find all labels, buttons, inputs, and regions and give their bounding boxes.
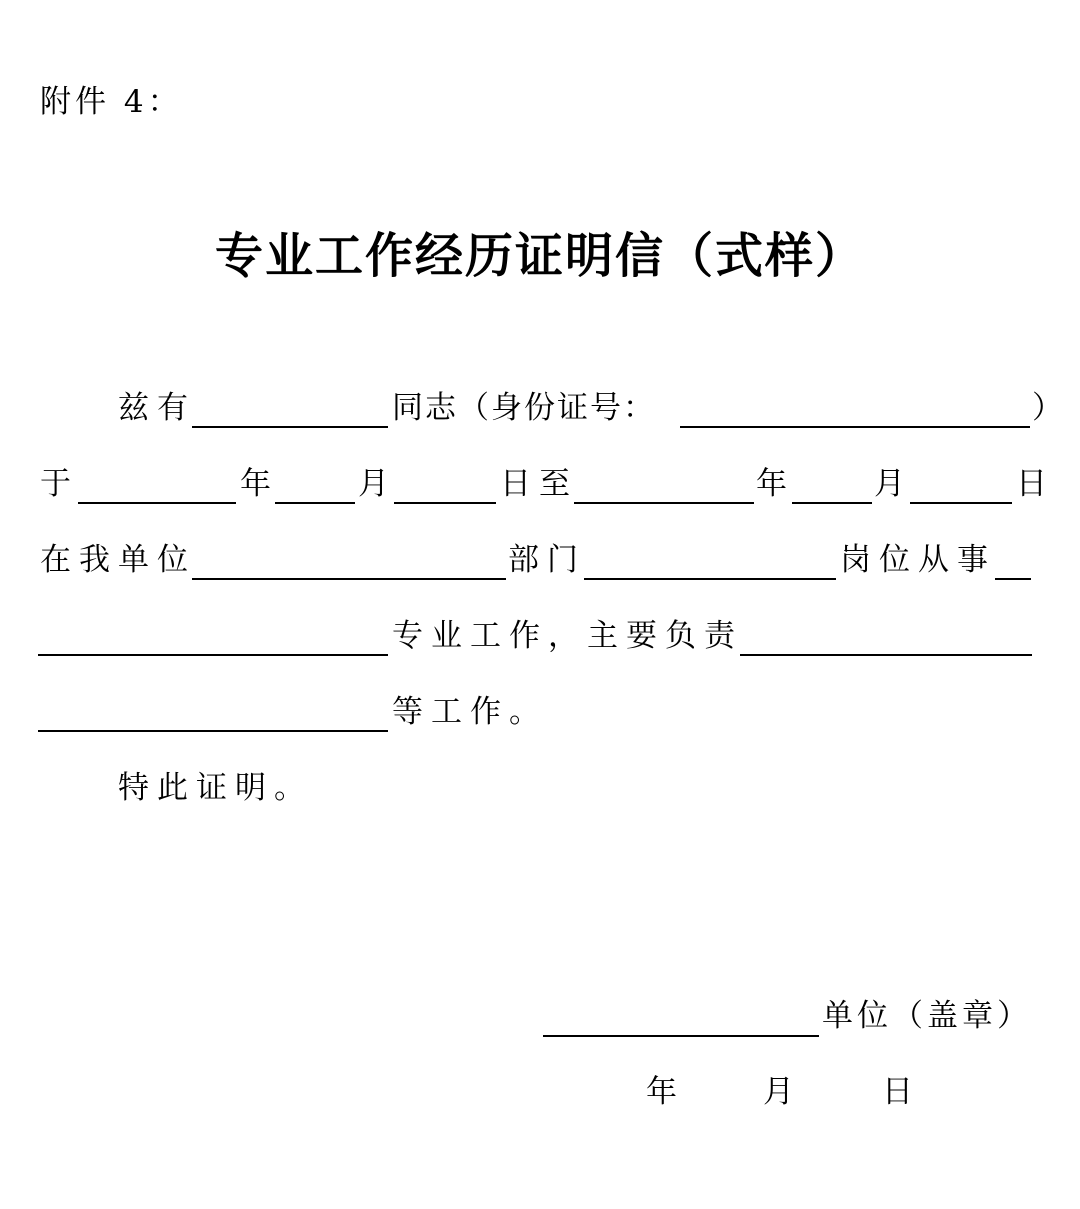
blank-start-year[interactable]: [78, 502, 236, 504]
blank-unit-seal[interactable]: [543, 1035, 819, 1037]
blank-department[interactable]: [584, 578, 836, 580]
text-sign-year: 年: [646, 1074, 685, 1110]
attachment-label: 附件 4：: [40, 84, 183, 120]
text-close-paren: ）: [1032, 390, 1063, 426]
text-comrade-id: 同志（身份证号：: [392, 390, 656, 426]
text-work-responsible: 专业工作，主要负责: [392, 618, 743, 654]
text-yu: 于: [40, 466, 79, 502]
text-position: 岗位从事: [840, 542, 996, 578]
blank-end-month[interactable]: [792, 502, 872, 504]
blank-id-number[interactable]: [680, 426, 1030, 428]
text-hereby-certify: 特此证明。: [118, 770, 313, 806]
blank-end-day[interactable]: [910, 502, 1012, 504]
text-sign-day: 日: [882, 1074, 921, 1110]
blank-end-year[interactable]: [574, 502, 754, 504]
text-in-our-unit: 在我单位: [40, 542, 196, 578]
page-title: 专业工作经历证明信（式样）: [214, 228, 865, 284]
blank-field-cont[interactable]: [38, 654, 388, 656]
text-department: 部门: [508, 542, 586, 578]
text-day-2: 日: [1016, 466, 1055, 502]
text-ziyou: 兹有: [118, 390, 196, 426]
blank-responsibility-cont[interactable]: [38, 730, 388, 732]
blank-start-month[interactable]: [275, 502, 355, 504]
text-year-1: 年: [240, 466, 279, 502]
text-month-2: 月: [874, 466, 913, 502]
blank-field-start[interactable]: [995, 578, 1031, 580]
blank-unit-name[interactable]: [192, 578, 506, 580]
blank-name[interactable]: [192, 426, 388, 428]
text-year-2: 年: [756, 466, 795, 502]
blank-start-day[interactable]: [394, 502, 496, 504]
text-day-to: 日至: [500, 466, 578, 502]
text-etc-work: 等工作。: [392, 694, 548, 730]
text-unit-seal: 单位（盖章）: [822, 998, 1032, 1034]
text-sign-month: 月: [763, 1074, 802, 1110]
text-month-1: 月: [358, 466, 397, 502]
blank-responsibility[interactable]: [740, 654, 1032, 656]
